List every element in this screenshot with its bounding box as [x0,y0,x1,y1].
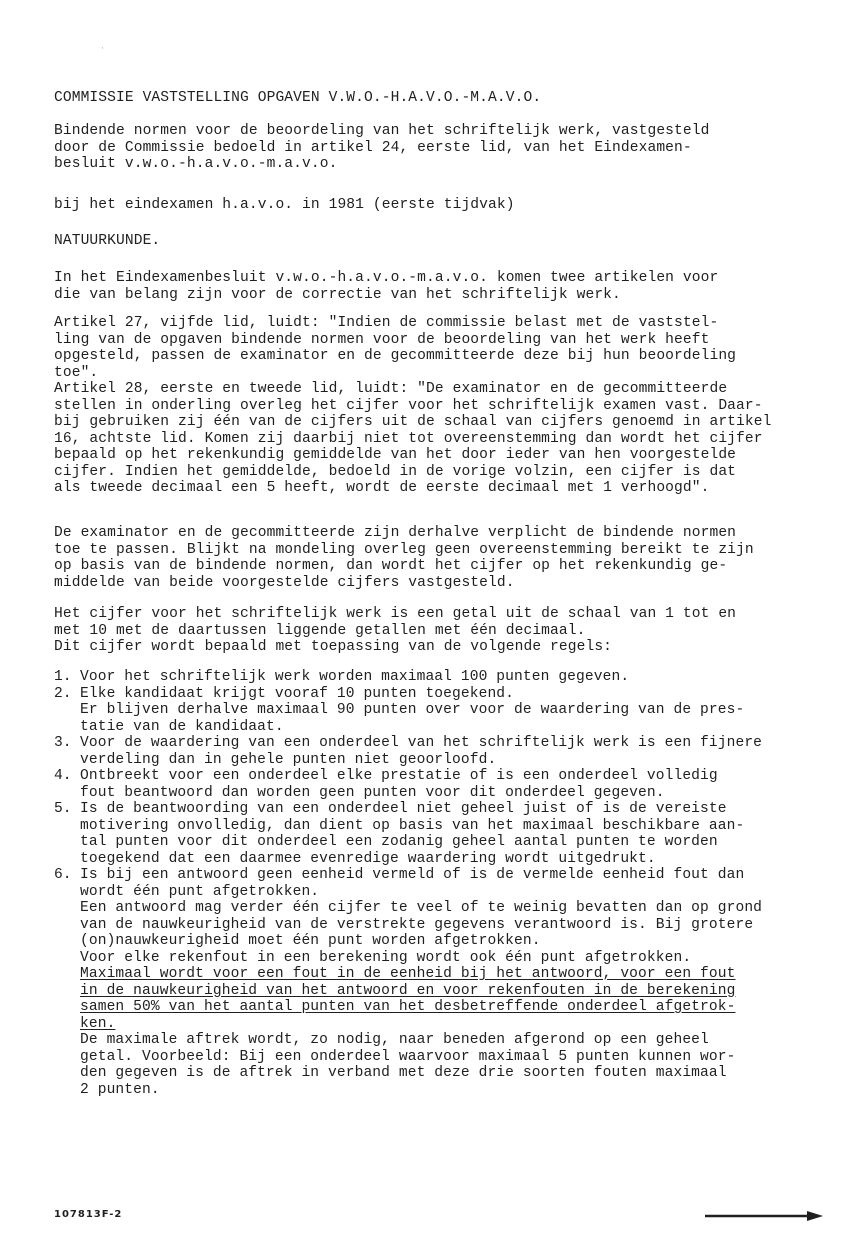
header-text: COMMISSIE VASTSTELLING OPGAVEN V.W.O.-H.A.V.O.-M.A.V.O. [54,90,542,106]
paragraph-2 [54,315,771,497]
rule-number: 3. [54,735,72,751]
rule-item [54,867,854,1098]
paragraph-line: Artikel 27, vijfde lid, luidt: "Indien de commissie belast met de vaststel- [54,315,719,331]
rule-line: Voor elke rekenfout in een berekening wordt ook één punt afgetrokken. [80,949,692,966]
rule-number: 5. [54,801,72,817]
rule-number: 4. [54,768,72,784]
underlined-rule-line: Maximaal wordt voor een fout in de eenheid bij het antwoord, voor een fout [80,966,736,982]
paragraph-3 [54,525,754,591]
paragraph-line: toe te passen. Blijkt na mondeling overleg geen overeenstemming bereikt te zijn [54,541,754,558]
rule-line: Is de beantwoording van een onderdeel niet geheel juist of is de vereiste [80,801,727,817]
rule-number: 2. [54,685,72,702]
paragraph-line: De examinator en de gecommitteerde zijn derhalve verplicht de bindende normen [54,525,737,541]
paragraph-line: bepaald op het rekenkundig gemiddelde van het door ieder van hen voorgestelde [54,447,737,463]
intro-line: Bindende normen voor de beoordeling van het schriftelijk werk, vastgesteld [54,123,710,139]
rule-number: 1. [54,669,72,685]
rule-line: Ontbreekt voor een onderdeel elke prestatie of is een onderdeel volledig [80,768,718,784]
intro-line: besluit v.w.o.-h.a.v.o.-m.a.v.o. [54,156,338,172]
rule-line: Elke kandidaat krijgt vooraf 10 punten toegekend. [80,685,515,702]
rule-line: Er blijven derhalve maximaal 90 punten over voor de waardering van de pres- [80,702,745,718]
underlined-rule-line: ken. [80,1015,116,1032]
paragraph-4 [54,606,736,656]
paragraph-line: bij gebruiken zij één van de cijfers uit de schaal van cijfers genoemd in artikel [54,414,772,430]
underlined-rule-line: samen 50% van het aantal punten van het desbetreffende onderdeel afgetrok- [80,999,736,1015]
rule-item [54,669,854,686]
rule-line: Voor de waardering van een onderdeel van het schriftelijk werk is een fijnere [80,735,763,751]
rule-item [54,768,854,801]
exam-line [54,197,515,214]
rule-line: tal punten voor dit onderdeel een zodanig geheel aantal punten te worden [80,834,718,850]
paragraph-line: die van belang zijn voor de correctie van het schriftelijk werk. [54,286,621,303]
rule-line: fout beantwoord dan worden geen punten voor dit onderdeel gegeven. [80,784,665,801]
rule-line: Voor het schriftelijk werk worden maximaal 100 punten gegeven. [80,669,630,685]
rule-line: wordt één punt afgetrokken. [80,883,320,900]
rules-list [54,669,854,1098]
paragraph-line: Het cijfer voor het schriftelijk werk is een getal uit de schaal van 1 tot en [54,606,737,622]
paragraph-line: met 10 met de daartussen liggende getallen met één decimaal. [54,622,586,639]
paragraph-line: middelde van beide voorgestelde cijfers vastgesteld. [54,574,515,591]
rule-line: De maximale aftrek wordt, zo nodig, naar beneden afgerond op een geheel [80,1032,709,1048]
subject-heading [54,233,160,250]
paragraph-line: als tweede decimaal een 5 heeft, wordt de eerste decimaal met 1 verhoogd". [54,480,710,496]
subject-text: NATUURKUNDE. [54,233,161,249]
intro-line: door de Commissie bedoeld in artikel 24, eerste lid, van het Eindexamen- [54,139,692,156]
paragraph-line: Artikel 28, eerste en tweede lid, luidt: "De examinator en de gecommitteerde [54,381,728,397]
header-line [54,90,541,107]
underlined-rule-line: in de nauwkeurigheid van het antwoord en voor rekenfouten in de berekening [80,982,736,999]
paragraph-line: Dit cijfer wordt bepaald met toepassing van de volgende regels: [54,639,613,655]
rule-line: toegekend dat een daarmee evenredige waardering wordt uitgedrukt. [80,850,656,867]
rule-line: Is bij een antwoord geen eenheid vermeld of is de vermelde eenheid fout dan [80,867,745,883]
exam-line-text: bij het eindexamen h.a.v.o. in 1981 (eerste tijdvak) [54,197,515,213]
rule-line: den gegeven is de aftrek in verband met deze drie soorten fouten maximaal [80,1065,727,1081]
paragraph-line: toe". [54,364,99,381]
paragraph-line: 16, achtste lid. Komen zij daarbij niet tot overeenstemming dan wordt het cijfer [54,430,763,447]
document-code: 107813F-2 [54,1209,123,1220]
rule-item [54,801,854,867]
intro-paragraph [54,123,709,173]
rule-number: 6. [54,867,72,883]
scan-speck: · [100,44,105,53]
paragraph-line: cijfer. Indien het gemiddelde, bedoeld in de vorige volzin, een cijfer is dat [54,463,737,480]
paragraph-line: ling van de opgaven bindende normen voor de beoordeling van het werk heeft [54,331,710,348]
rule-line: 2 punten. [80,1081,160,1098]
rule-line: getal. Voorbeeld: Bij een onderdeel waarvoor maximaal 5 punten kunnen wor- [80,1048,736,1065]
rule-line: verdeling dan in gehele punten niet geoorloofd. [80,751,497,768]
paragraph-line: op basis van de bindende normen, dan wordt het cijfer op het rekenkundig ge- [54,558,728,574]
rule-line: motivering onvolledig, dan dient op basis van het maximaal beschikbare aan- [80,817,745,834]
rule-line: tatie van de kandidaat. [80,718,284,735]
rule-item [54,686,854,736]
rule-line: van de nauwkeurigheid van de verstrekte gegevens verantwoord is. Bij grotere [80,916,754,933]
paragraph-1 [54,270,718,303]
paragraph-line: opgesteld, passen de examinator en de gecommitteerde deze bij hun beoordeling [54,348,737,364]
arrow-right-icon [705,1210,823,1222]
paragraph-line: In het Eindexamenbesluit v.w.o.-h.a.v.o.-m.a.v.o. komen twee artikelen voor [54,270,719,286]
rule-line: Een antwoord mag verder één cijfer te veel of te weinig bevatten dan op grond [80,900,763,916]
rule-item [54,735,854,768]
rule-line: (on)nauwkeurigheid moet één punt worden afgetrokken. [80,933,541,949]
paragraph-line: stellen in onderling overleg het cijfer voor het schriftelijk examen vast. Daar- [54,397,763,414]
